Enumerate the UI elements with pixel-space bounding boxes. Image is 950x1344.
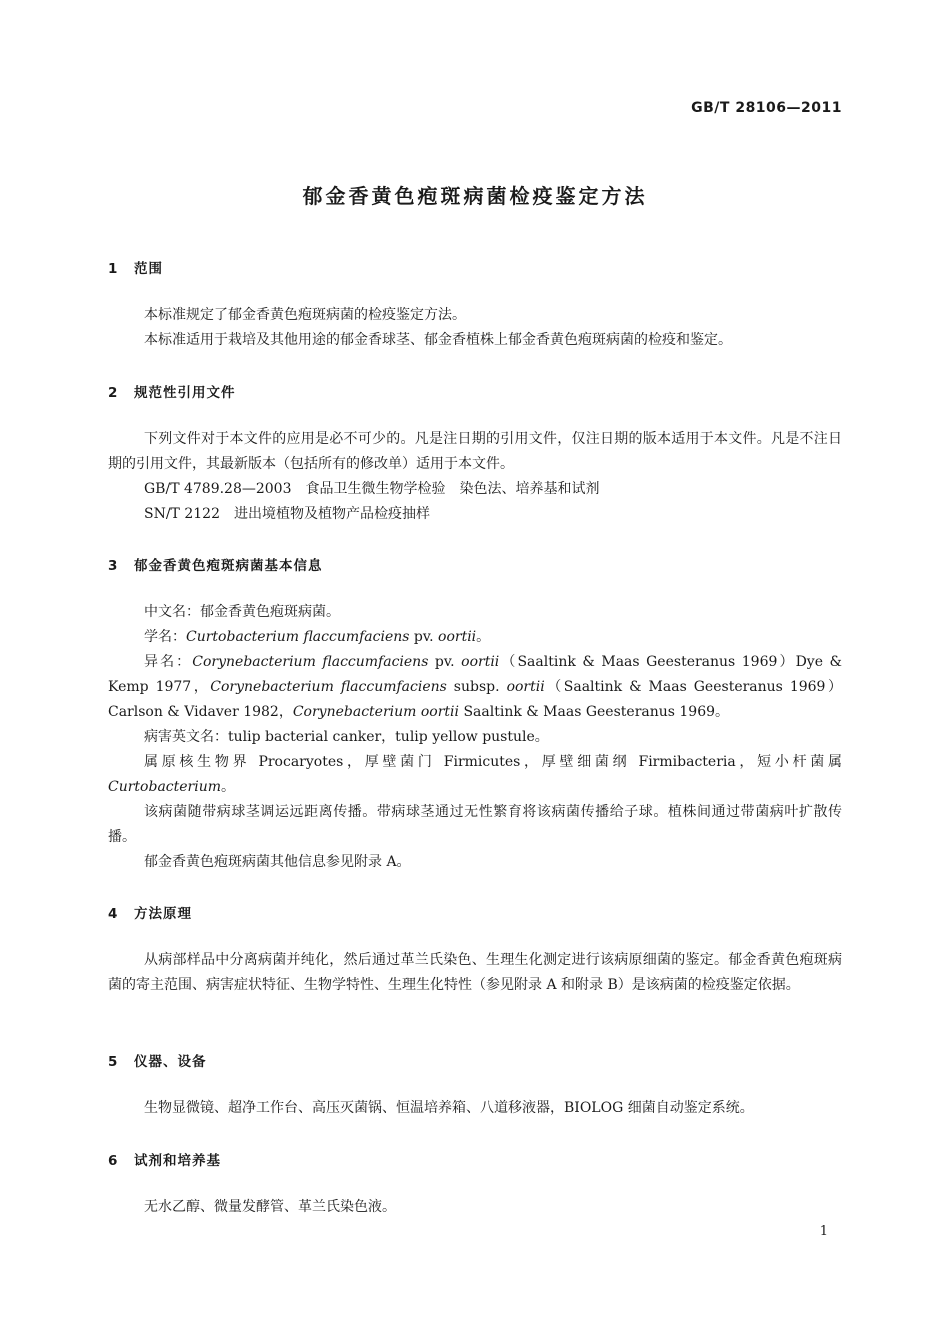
reference-name: 食品卫生微生物学检验 染色法、培养基和试剂 bbox=[305, 481, 600, 497]
section-title: 范围 bbox=[134, 261, 163, 277]
section-1-heading bbox=[108, 257, 163, 277]
section-3-heading bbox=[108, 554, 323, 574]
section-number: 6 bbox=[108, 1153, 119, 1169]
section-title: 方法原理 bbox=[134, 906, 192, 922]
reference-item bbox=[144, 477, 600, 502]
section-title: 仪器、设备 bbox=[134, 1054, 207, 1070]
section-6-paragraph-1: 无水乙醇、微量发酵管、革兰氏染色液。 bbox=[144, 1199, 396, 1215]
section-number: 2 bbox=[108, 385, 119, 401]
section-2-paragraph-1: 下列文件对于本文件的应用是必不可少的。凡是注日期的引用文件，仅注日期的版本适用于本文件。凡是不注日期的引用文件，其最新版本（包括所有的修改单）适用于本文件。 bbox=[108, 431, 842, 472]
section-6-heading bbox=[108, 1149, 221, 1169]
reference-item bbox=[144, 502, 430, 527]
standard-code: GB/T 28106—2011 bbox=[691, 100, 842, 116]
section-number: 4 bbox=[108, 906, 119, 922]
scientific-name: 学名：Curtobacterium flaccumfaciens pv. oortii。 bbox=[144, 629, 491, 645]
other-info: 郁金香黄色疱斑病菌其他信息参见附录 A。 bbox=[144, 854, 411, 870]
transmission-info: 该病菌随带病球茎调运远距离传播。带病球茎通过无性繁育将该病菌传播给子球。植株间通过带菌病叶扩散传播。 bbox=[108, 804, 842, 845]
section-title: 试剂和培养基 bbox=[134, 1153, 221, 1169]
section-1-paragraph-1: 本标准规定了郁金香黄色疱斑病菌的检疫鉴定方法。 bbox=[144, 307, 466, 323]
chinese-name: 中文名：郁金香黄色疱斑病菌。 bbox=[144, 604, 340, 620]
taxonomy: 属原核生物界 Procaryotes，厚壁菌门 Firmicutes，厚壁细菌纲 Firmibacteria，短小杆菌属 Curtobacterium。 bbox=[108, 754, 842, 795]
section-5-heading bbox=[108, 1050, 207, 1070]
english-name: 病害英文名：tulip bacterial canker，tulip yellow pustule。 bbox=[144, 729, 549, 745]
reference-code: SN/T 2122 bbox=[144, 506, 220, 522]
section-5-paragraph-1: 生物显微镜、超净工作台、高压灭菌锅、恒温培养箱、八道移液器，BIOLOG 细菌自动鉴定系统。 bbox=[144, 1100, 754, 1116]
section-4-heading bbox=[108, 902, 192, 922]
page-number: 1 bbox=[819, 1224, 828, 1239]
section-title: 郁金香黄色疱斑病菌基本信息 bbox=[134, 558, 323, 574]
section-4-paragraph-1: 从病部样品中分离病菌并纯化，然后通过革兰氏染色、生理生化测定进行该病原细菌的鉴定。郁金香黄色疱斑病菌的寄主范围、病害症状特征、生物学特性、生理生化特性（参见附录 A 和附录 B）是该病菌的检疫鉴定依据。 bbox=[108, 952, 842, 993]
section-number: 1 bbox=[108, 261, 119, 277]
reference-name: 进出境植物及植物产品检疫抽样 bbox=[233, 506, 430, 522]
section-number: 5 bbox=[108, 1054, 119, 1070]
section-2-heading bbox=[108, 381, 236, 401]
reference-code: GB/T 4789.28—2003 bbox=[144, 481, 292, 497]
synonyms: 异名：Corynebacterium flaccumfaciens pv. oortii（Saaltink & Maas Geesteranus 1969）Dye & Kemp 1977，Corynebacterium flaccumfaciens subsp. oortii（Saaltink & Maas Geesteranus 1969）Carlson & Vidaver 1982，Corynebacterium oortii Saaltink & Maas Geesteranus 1969。 bbox=[108, 654, 843, 720]
document-title: 郁金香黄色疱斑病菌检疫鉴定方法 bbox=[302, 184, 648, 208]
section-1-paragraph-2: 本标准适用于栽培及其他用途的郁金香球茎、郁金香植株上郁金香黄色疱斑病菌的检疫和鉴定。 bbox=[144, 332, 732, 348]
section-number: 3 bbox=[108, 558, 119, 574]
section-title: 规范性引用文件 bbox=[134, 385, 236, 401]
